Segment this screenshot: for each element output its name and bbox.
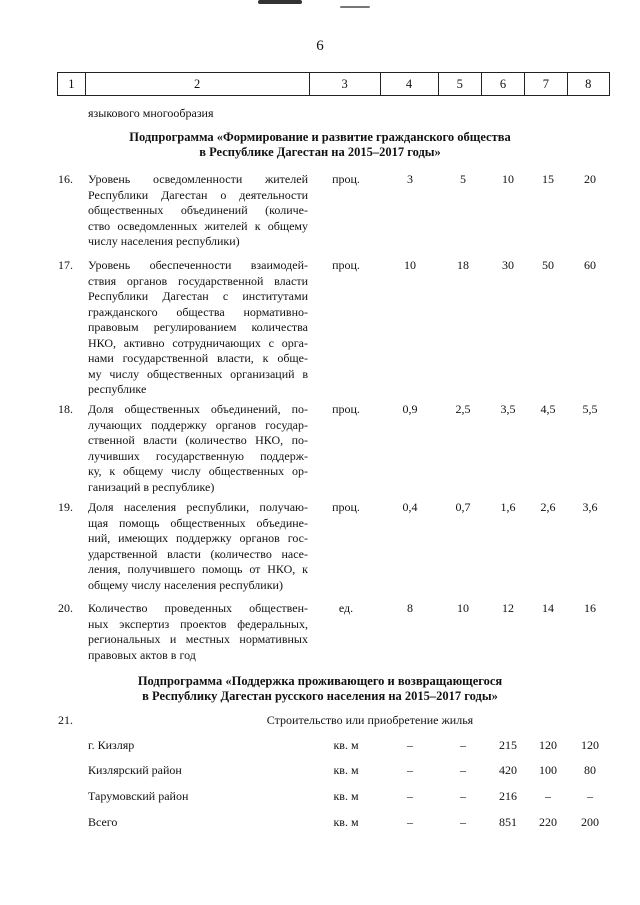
value-cell: 3: [407, 172, 413, 186]
value-cell: 2,5: [455, 402, 471, 416]
row-number: 16.: [58, 172, 73, 186]
value-cell: –: [460, 815, 466, 829]
value-cell: 80: [584, 763, 596, 777]
desc-line: щая помощь общественных объедине-: [88, 515, 308, 530]
value-cell: 0,4: [402, 500, 418, 514]
value-cell: –: [587, 789, 593, 803]
col-header: 6: [481, 73, 524, 96]
value-cell: –: [460, 738, 466, 752]
value-cell: 420: [499, 763, 517, 777]
value-cell: 16: [584, 601, 596, 615]
row-number: 18.: [58, 402, 73, 416]
desc-line: правовым регулированием количества: [88, 320, 308, 334]
desc-line: общему числу населения республики): [88, 577, 283, 592]
desc-line: Уровень обеспеченности взаимодей-: [88, 258, 308, 272]
desc-line: ку, к общему числу общественных ор-: [88, 464, 308, 478]
col-header: 8: [567, 73, 609, 96]
desc-line: Доля населения республики, получаю-: [88, 500, 308, 514]
value-cell: –: [460, 789, 466, 803]
row-description: [88, 402, 308, 495]
unit-cell: проц.: [332, 172, 360, 186]
desc-line: ственной власти (количество НКО, по-: [88, 433, 308, 447]
desc-line: гражданского общества нормативно-: [88, 304, 308, 319]
desc-line: ство осведомленных жителей к общему: [88, 218, 308, 233]
value-cell: 0,9: [402, 402, 418, 416]
col-header: 5: [438, 73, 481, 96]
column-header-table: [57, 72, 610, 96]
desc-line: региональных и местных нормативных: [88, 632, 308, 646]
value-cell: 30: [502, 258, 514, 272]
value-cell: 3,6: [582, 500, 598, 514]
housing-name: Тарумовский район: [88, 789, 189, 803]
desc-line: ных экспертиз проектов федеральных,: [88, 616, 308, 631]
value-cell: –: [407, 738, 413, 752]
unit-cell: кв. м: [333, 763, 359, 777]
desc-line: Республики Дагестан о деятельности: [88, 187, 308, 202]
desc-line: общественных объединений (количе-: [88, 203, 308, 217]
desc-line: лучивших государственную поддерж-: [88, 448, 308, 463]
housing-name: Всего: [88, 815, 118, 829]
section-heading-civil-society: [0, 130, 640, 160]
row-description: [88, 601, 308, 663]
unit-cell: проц.: [332, 402, 360, 416]
value-cell: 8: [407, 601, 413, 615]
value-cell: 5,5: [582, 402, 598, 416]
col-header: 1: [58, 73, 86, 96]
desc-line: му числу общественных организаций в: [88, 366, 308, 381]
value-cell: 10: [457, 601, 469, 615]
value-cell: 2,6: [540, 500, 556, 514]
value-cell: 20: [584, 172, 596, 186]
desc-line: ударственной власти (количество насе-: [88, 546, 308, 561]
value-cell: 216: [499, 789, 517, 803]
value-cell: 60: [584, 258, 596, 272]
desc-line: ганизаций в республике): [88, 479, 215, 494]
unit-cell: проц.: [332, 258, 360, 272]
value-cell: 1,6: [500, 500, 516, 514]
row-number: 20.: [58, 601, 73, 615]
value-cell: 120: [539, 738, 557, 752]
col-header: 3: [309, 73, 380, 96]
desc-line: нами государственной власти, к обще-: [88, 351, 308, 365]
desc-line: ления, получившего помощь от НКО, к: [88, 562, 308, 576]
value-cell: –: [460, 763, 466, 777]
desc-line: ний, имеющих поддержку органов гос-: [88, 531, 308, 545]
value-cell: 4,5: [540, 402, 556, 416]
value-cell: –: [407, 789, 413, 803]
row-number: 19.: [58, 500, 73, 514]
value-cell: 12: [502, 601, 514, 615]
section-line: в Республике Дагестан на 2015–2017 годы»: [199, 145, 441, 159]
value-cell: 50: [542, 258, 554, 272]
value-cell: 5: [460, 172, 466, 186]
col-header: 4: [380, 73, 438, 96]
value-cell: 3,5: [500, 402, 516, 416]
desc-line: числу населения республики): [88, 234, 240, 248]
value-cell: –: [545, 789, 551, 803]
row-description: [88, 258, 308, 398]
desc-line: Доля общественных объединений, по-: [88, 402, 308, 416]
value-cell: 18: [457, 258, 469, 272]
desc-line: Количество проведенных обществен-: [88, 601, 308, 615]
scan-mark-right: [340, 6, 370, 8]
section-line: Подпрограмма «Формирование и развитие гражданского общества: [129, 130, 511, 144]
desc-line: Республики Дагестан с институтами: [88, 289, 308, 303]
desc-line: НКО, активно сотрудничающих с орга-: [88, 335, 308, 350]
row-number: 17.: [58, 258, 73, 272]
col-header: 7: [525, 73, 567, 96]
value-cell: 220: [539, 815, 557, 829]
value-cell: 14: [542, 601, 554, 615]
value-cell: 15: [542, 172, 554, 186]
page-number: 6: [316, 38, 324, 54]
value-cell: 100: [539, 763, 557, 777]
value-cell: 10: [502, 172, 514, 186]
value-cell: 10: [404, 258, 416, 272]
unit-cell: кв. м: [333, 738, 359, 752]
value-cell: 200: [581, 815, 599, 829]
housing-name: г. Кизляр: [88, 738, 135, 752]
row-title: Строительство или приобретение жилья: [266, 713, 474, 727]
desc-line: ствия органов государственной власти: [88, 273, 308, 288]
unit-cell: ед.: [338, 601, 354, 615]
value-cell: 215: [499, 738, 517, 752]
row-number: 21.: [58, 713, 73, 727]
row-description: [88, 500, 308, 593]
desc-line: лучающих поддержку органов государ-: [88, 417, 308, 432]
value-cell: –: [407, 763, 413, 777]
value-cell: 120: [581, 738, 599, 752]
unit-cell: кв. м: [333, 789, 359, 803]
scan-mark-left: [258, 0, 302, 4]
unit-cell: кв. м: [333, 815, 359, 829]
value-cell: 851: [499, 815, 517, 829]
col-header: 2: [85, 73, 309, 96]
section-line: Подпрограмма «Поддержка проживающего и возвращающегося: [137, 674, 503, 688]
row-description: [88, 172, 308, 250]
continuation-text: языкового многообразия: [88, 106, 214, 120]
desc-line: Уровень осведомленности жителей: [88, 172, 308, 186]
unit-cell: проц.: [332, 500, 360, 514]
section-heading-russian-population: [0, 674, 640, 704]
value-cell: 0,7: [455, 500, 471, 514]
housing-name: Кизлярский район: [88, 763, 182, 777]
desc-line: республике: [88, 382, 147, 396]
section-line: в Республику Дагестан русского населения на 2015–2017 годы»: [142, 689, 498, 703]
value-cell: –: [407, 815, 413, 829]
desc-line: правовых актов в год: [88, 647, 196, 662]
